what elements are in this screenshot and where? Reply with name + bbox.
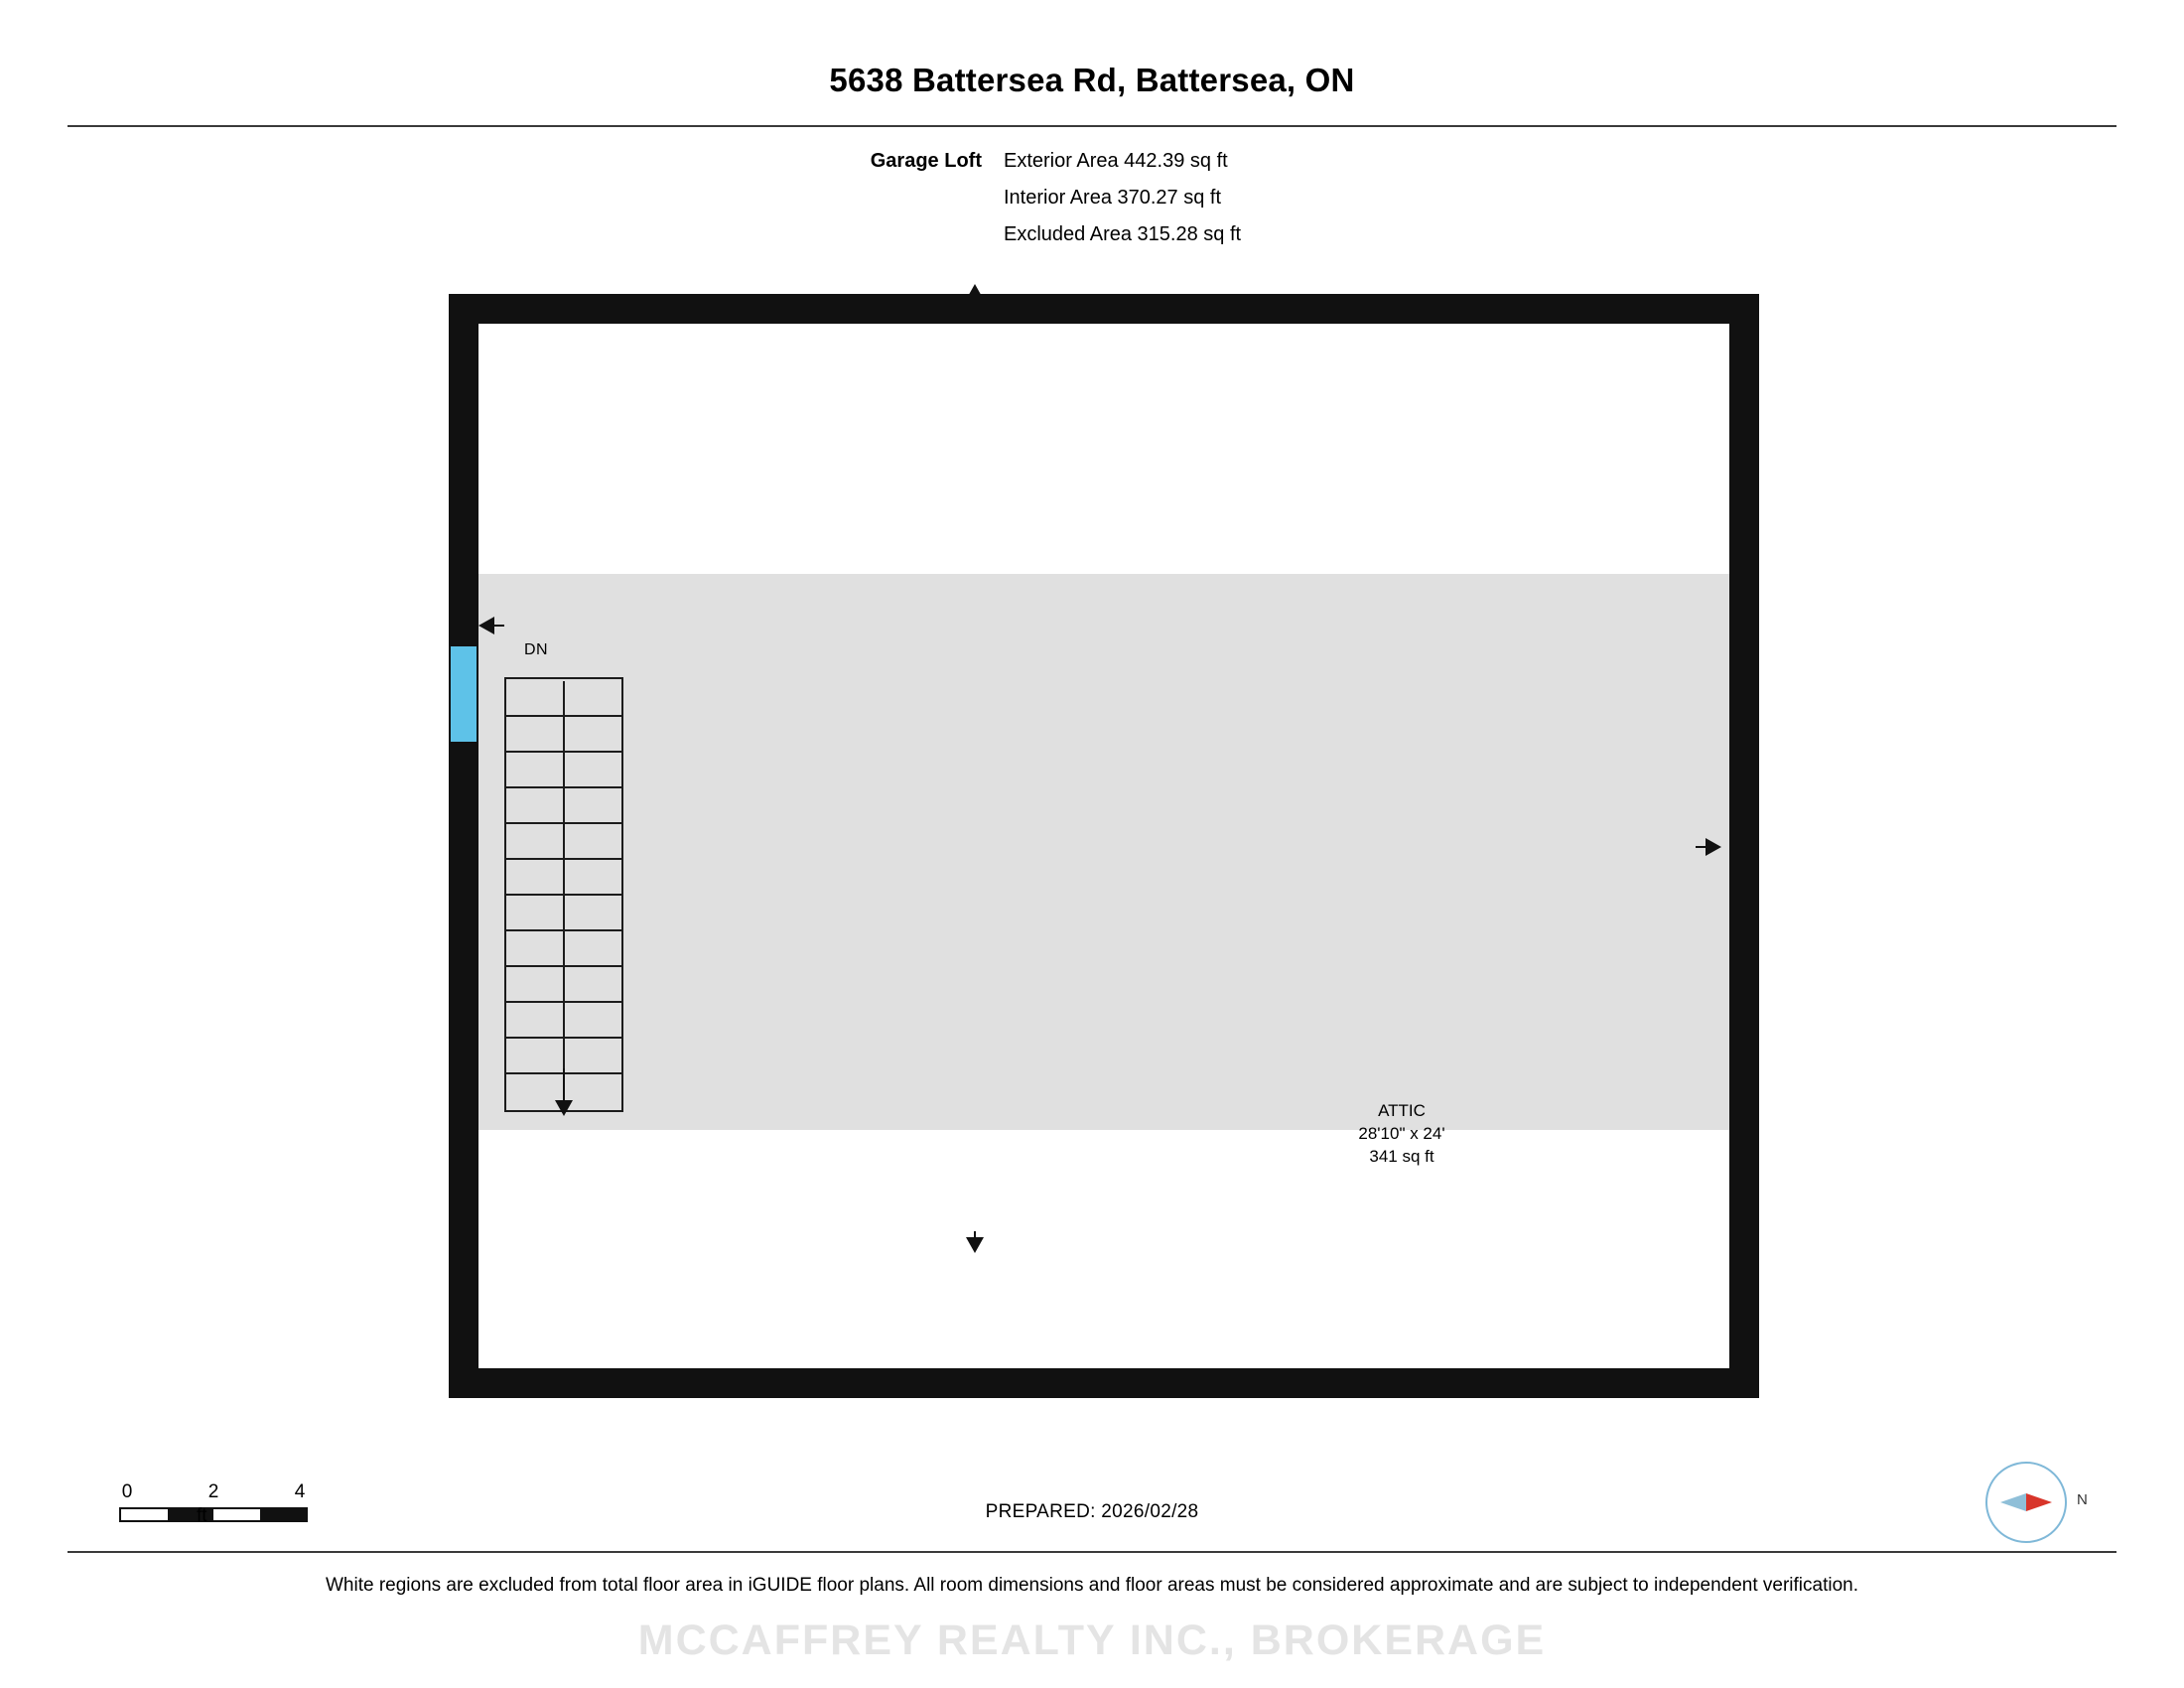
room-label-attic [1283, 1100, 1521, 1169]
stair-center-rail [563, 681, 565, 1112]
scale-tick-0: 0 [121, 1481, 133, 1502]
brokerage-watermark: MCCAFFREY REALTY INC., BROKERAGE [637, 1617, 1547, 1664]
compass-needle-west [2000, 1493, 2026, 1511]
wall-segment-left-lower [451, 742, 477, 803]
stairs-down-label: DN [524, 641, 549, 658]
disclaimer-text: White regions are excluded from total floor area in iGUIDE floor plans. All room dimensions and floor areas must be considered approximate and are subject to independent verification. [325, 1575, 1859, 1596]
excluded-area-value: Excluded Area 315.28 sq ft [1004, 223, 1242, 245]
slope-arrow-top-shaft [974, 296, 976, 308]
header-divider [68, 125, 2116, 127]
interior-area-value: Interior Area 370.27 sq ft [1004, 187, 1222, 209]
slope-arrow-right-icon [1706, 838, 1721, 856]
stair-direction-shaft [563, 1068, 565, 1104]
window-left-wall [451, 646, 477, 742]
scale-tick-2: 4 [294, 1481, 306, 1502]
page-title: 5638 Battersea Rd, Battersea, ON [829, 62, 1355, 98]
slope-arrow-bottom-shaft [974, 1231, 976, 1241]
scale-unit-label: ft [197, 1505, 207, 1526]
room-dimensions: 28'10" x 24' [1358, 1123, 1445, 1143]
stair-step [506, 965, 621, 967]
stair-step [506, 1001, 621, 1003]
stair-direction-arrow-icon [555, 1100, 573, 1116]
area-summary [0, 151, 2184, 261]
stair-step [506, 894, 621, 896]
exterior-area-value: Exterior Area 442.39 sq ft [1004, 150, 1228, 172]
slope-arrow-right-shaft [1696, 846, 1707, 848]
attic-area-fill [478, 574, 1729, 1130]
stair-step [506, 751, 621, 753]
stair-step [506, 822, 621, 824]
scale-tick-1: 2 [207, 1481, 219, 1502]
floor-plan [449, 294, 1759, 1398]
room-area: 341 sq ft [1369, 1146, 1434, 1166]
prepared-date: PREPARED: 2026/02/28 [985, 1501, 1199, 1522]
room-name: ATTIC [1378, 1101, 1426, 1120]
stair-step [506, 715, 621, 717]
stair-step [506, 929, 621, 931]
compass-north-label: N [2077, 1491, 2088, 1508]
slope-arrow-left-shaft [492, 625, 504, 627]
stair-step [506, 858, 621, 860]
floor-name-label: Garage Loft [870, 150, 982, 172]
stair-step [506, 1037, 621, 1039]
stair-step [506, 786, 621, 788]
footer-divider [68, 1551, 2116, 1553]
compass-needle-north [2026, 1493, 2052, 1511]
staircase [504, 677, 623, 1112]
compass-rose-icon [1985, 1462, 2088, 1547]
